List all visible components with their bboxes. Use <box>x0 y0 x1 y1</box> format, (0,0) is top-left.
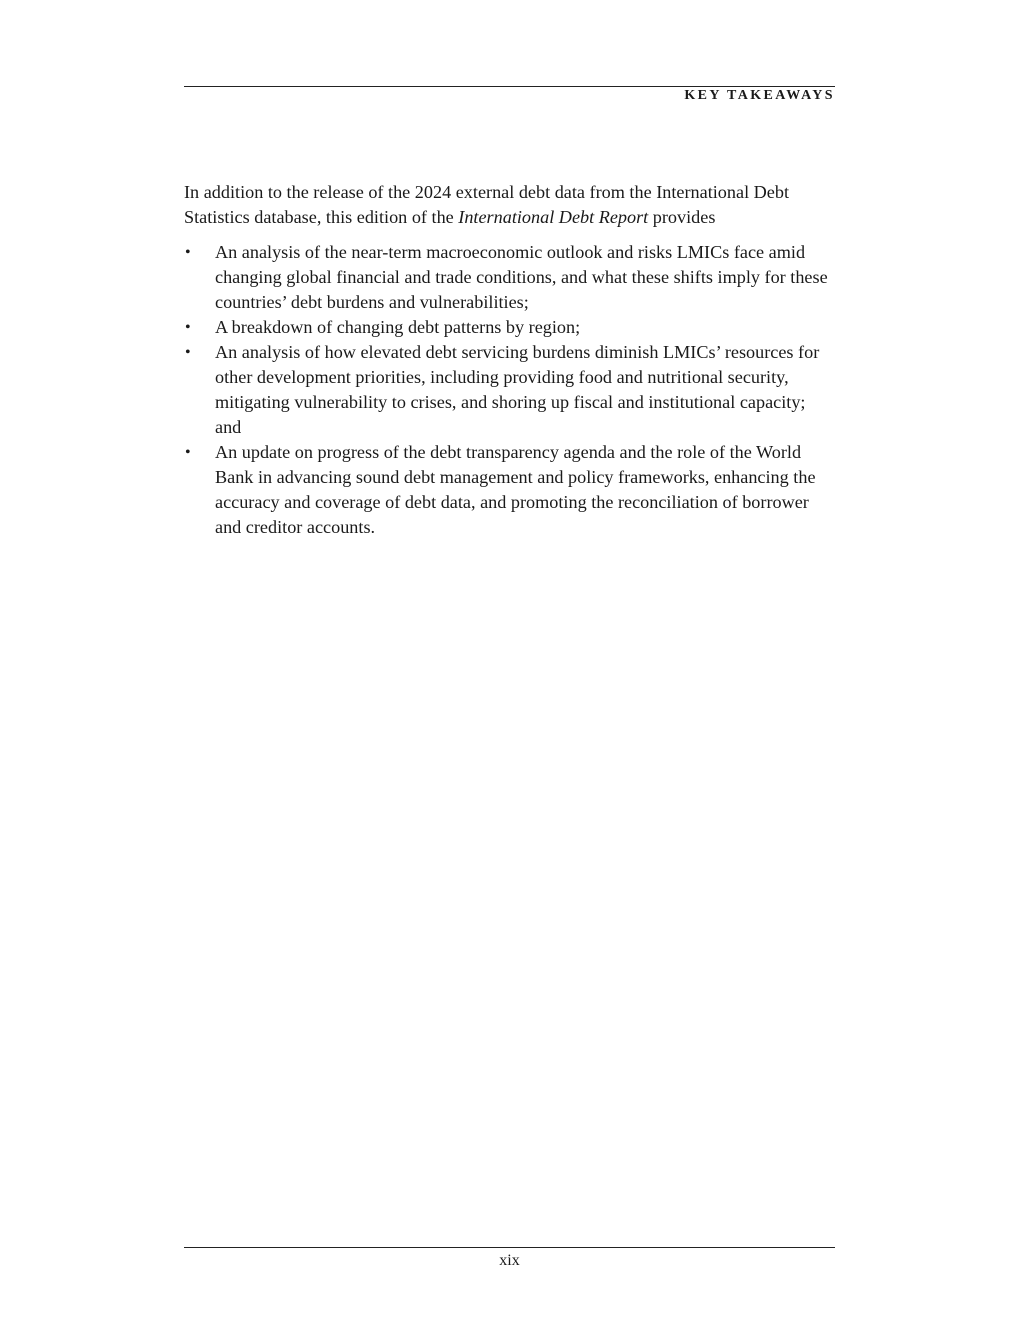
list-item <box>184 440 829 540</box>
footer-rule <box>184 1247 835 1248</box>
intro-text-end: provides <box>648 207 716 227</box>
list-item-text: An analysis of the near-term macroeconomic outlook and risks LMICs face amid changing global financial and trade conditions, and what these shifts imply for these countries’ debt burdens and vulnerabilities; <box>215 242 828 312</box>
bullet-icon: • <box>185 244 191 261</box>
running-head: KEY TAKEAWAYS <box>684 88 835 103</box>
bullet-icon: • <box>185 319 191 336</box>
list-item <box>184 315 829 340</box>
intro-text-start: In addition to the release of the 2024 external debt data from the International Debt Statistics database, this edition of the <box>184 182 790 227</box>
list-item-text: An update on progress of the debt transparency agenda and the role of the World Bank in advancing sound debt management and policy frameworks, enhancing the accuracy and coverage of debt data, and promoting the reconciliation of borrower and creditor accounts. <box>215 442 816 537</box>
bullet-icon: • <box>185 444 191 461</box>
bullet-icon: • <box>185 344 191 361</box>
list-item <box>184 340 829 440</box>
body-text <box>184 180 829 540</box>
intro-paragraph <box>184 180 829 230</box>
header-rule <box>184 86 835 87</box>
report-title: International Debt Report <box>458 207 649 227</box>
list-item-text: A breakdown of changing debt patterns by region; <box>215 317 581 337</box>
page-number: xix <box>499 1252 520 1269</box>
list-item-text: An analysis of how elevated debt servicing burdens diminish LMICs’ resources for other development priorities, including providing food and nutritional security, mitigating vulnerability to crises, and shoring up fiscal and institutional capacity; and <box>215 342 820 437</box>
bullet-list <box>184 240 829 540</box>
list-item <box>184 240 829 315</box>
